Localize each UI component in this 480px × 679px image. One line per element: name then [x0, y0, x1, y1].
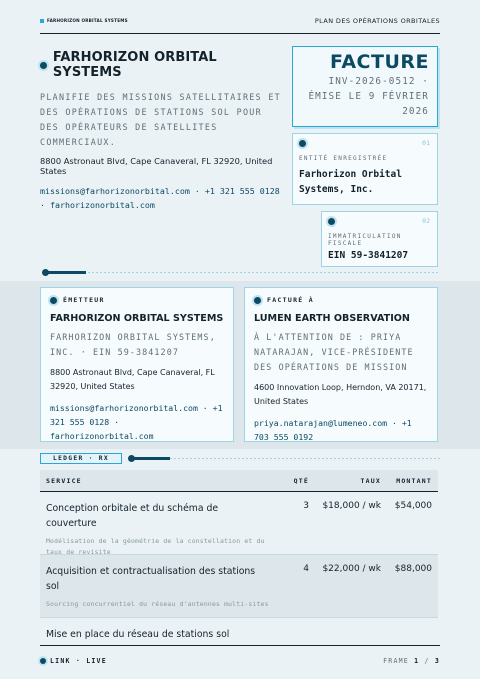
invoice-title: FACTURE [330, 51, 429, 73]
company-header [40, 50, 285, 212]
footer [40, 645, 440, 675]
billed-to-name: LUMEN EARTH OBSERVATION [254, 313, 410, 324]
column-header-rate: TAUX [360, 476, 381, 485]
issuer-address: 8800 Astronaut Blvd, Cape Canaveral, FL 32920, United States [50, 368, 215, 391]
live-indicator-icon [40, 658, 46, 664]
divider-solid [44, 271, 86, 274]
brand-square-icon [40, 19, 44, 23]
service-cell [46, 564, 271, 617]
bullet-dot-icon [50, 297, 57, 304]
service-description: Modélisation de la géométrie de la constellation et du taux de revisite [46, 537, 265, 556]
amount-cell: $54,000 [394, 501, 432, 511]
link-status-label: LINK · LIVE [50, 657, 107, 665]
invoice-number-date: INV-2026-0512 · ÉMISE LE 9 FÉVRIER 2026 [308, 76, 429, 117]
column-header-service: SERVICE [46, 476, 82, 485]
rate-cell: $22,000 / wk [322, 564, 381, 574]
frame-total: 3 [434, 657, 440, 665]
table-row [40, 555, 438, 618]
qty-cell: 3 [303, 501, 309, 511]
frame-current: 1 [414, 657, 420, 665]
company-name-text: FARHORIZON ORBITAL SYSTEMS [52, 50, 217, 80]
service-title: Mise en place du réseau de stations sol [46, 629, 230, 640]
issuer-description: FARHORIZON ORBITAL SYSTEMS, INC. · EIN 59-3841207 [50, 332, 216, 357]
table-header [40, 470, 438, 492]
service-title: Acquisition et contractualisation des stations sol [46, 566, 256, 592]
frame-separator: / [424, 657, 430, 665]
company-tagline: PLANIFIE DES MISSIONS SATELLITAIRES ET DES OPÉRATIONS DE STATIONS SOL POUR DES OPÉRATEURS DE SATELLITES COMMERCIAUX. [40, 92, 282, 147]
column-header-amount: MONTANT [396, 476, 432, 485]
service-cell [46, 501, 271, 554]
tax-label: IMMATRICULATION FISCALE [328, 233, 402, 247]
issuer-name: FARHORIZON ORBITAL SYSTEMS [50, 313, 224, 324]
frame-label: FRAME [383, 657, 409, 665]
ledger-table [40, 470, 438, 640]
invoice-panel [292, 46, 438, 127]
card-index: 01 [422, 139, 430, 147]
bullet-dot-icon [254, 297, 261, 304]
tax-value: EIN 59-3841207 [328, 250, 409, 261]
entity-card [292, 133, 438, 205]
service-title: Conception orbitale et du schéma de couverture [46, 503, 219, 529]
issuer-card [40, 287, 234, 442]
service-description: Sourcing concurrentiel du réseau d'antennes multi-sites [46, 600, 269, 608]
rate-cell: $18,000 / wk [322, 501, 381, 511]
billed-to-header [254, 296, 428, 304]
frame-indicator [383, 657, 440, 665]
qty-cell: 4 [303, 564, 309, 574]
divider-solid [130, 457, 170, 460]
card-index: 02 [422, 217, 430, 225]
billed-to-card [244, 287, 438, 442]
table-row [40, 492, 438, 555]
link-status [40, 657, 107, 665]
bullet-dot-icon [328, 218, 335, 225]
issuer-header [50, 296, 224, 304]
brand-small-label: FARHORIZON ORBITAL SYSTEMS [47, 18, 128, 23]
column-header-qty: QTÉ [293, 476, 309, 485]
issuer-header-label: ÉMETTEUR [63, 296, 105, 304]
entity-value: Farhorizon Orbital Systems, Inc. [299, 169, 402, 195]
amount-cell: $88,000 [394, 564, 432, 574]
service-cell [46, 627, 346, 640]
billed-to-contact: priya.natarajan@lumeneo.com · +1 703 555 0192 [254, 418, 412, 442]
bullet-dot-icon [40, 62, 47, 69]
company-name [40, 50, 285, 80]
entity-label: ENTITÉ ENREGISTRÉE [299, 155, 388, 162]
document-title: PLAN DES OPÉRATIONS ORBITALES [314, 17, 440, 25]
ledger-tag: LEDGER · RX [40, 453, 122, 464]
billed-to-description: À L'ATTENTION DE : PRIYA NATARAJAN, VICE-PRÉSIDENTE DES OPÉRATIONS DE MISSION [254, 332, 414, 372]
table-row [40, 618, 438, 640]
billed-to-header-label: FACTURÉ À [267, 296, 314, 304]
tax-card [321, 211, 438, 267]
company-address: 8800 Astronaut Blvd, Cape Canaveral, FL 32920, United States [40, 156, 273, 176]
ledger-rule [130, 458, 440, 459]
divider-rule [44, 272, 440, 273]
top-bar [40, 14, 440, 34]
bullet-dot-icon [299, 140, 306, 147]
billed-to-address: 4600 Innovation Loop, Herndon, VA 20171, United States [254, 383, 427, 406]
brand-small [40, 18, 128, 23]
company-contact: missions@farhorizonorbital.com · +1 321 555 0128 · farhorizonorbital.com [40, 186, 280, 210]
issuer-contact: missions@farhorizonorbital.com · +1 321 555 0128 · farhorizonorbital.com [50, 403, 223, 441]
